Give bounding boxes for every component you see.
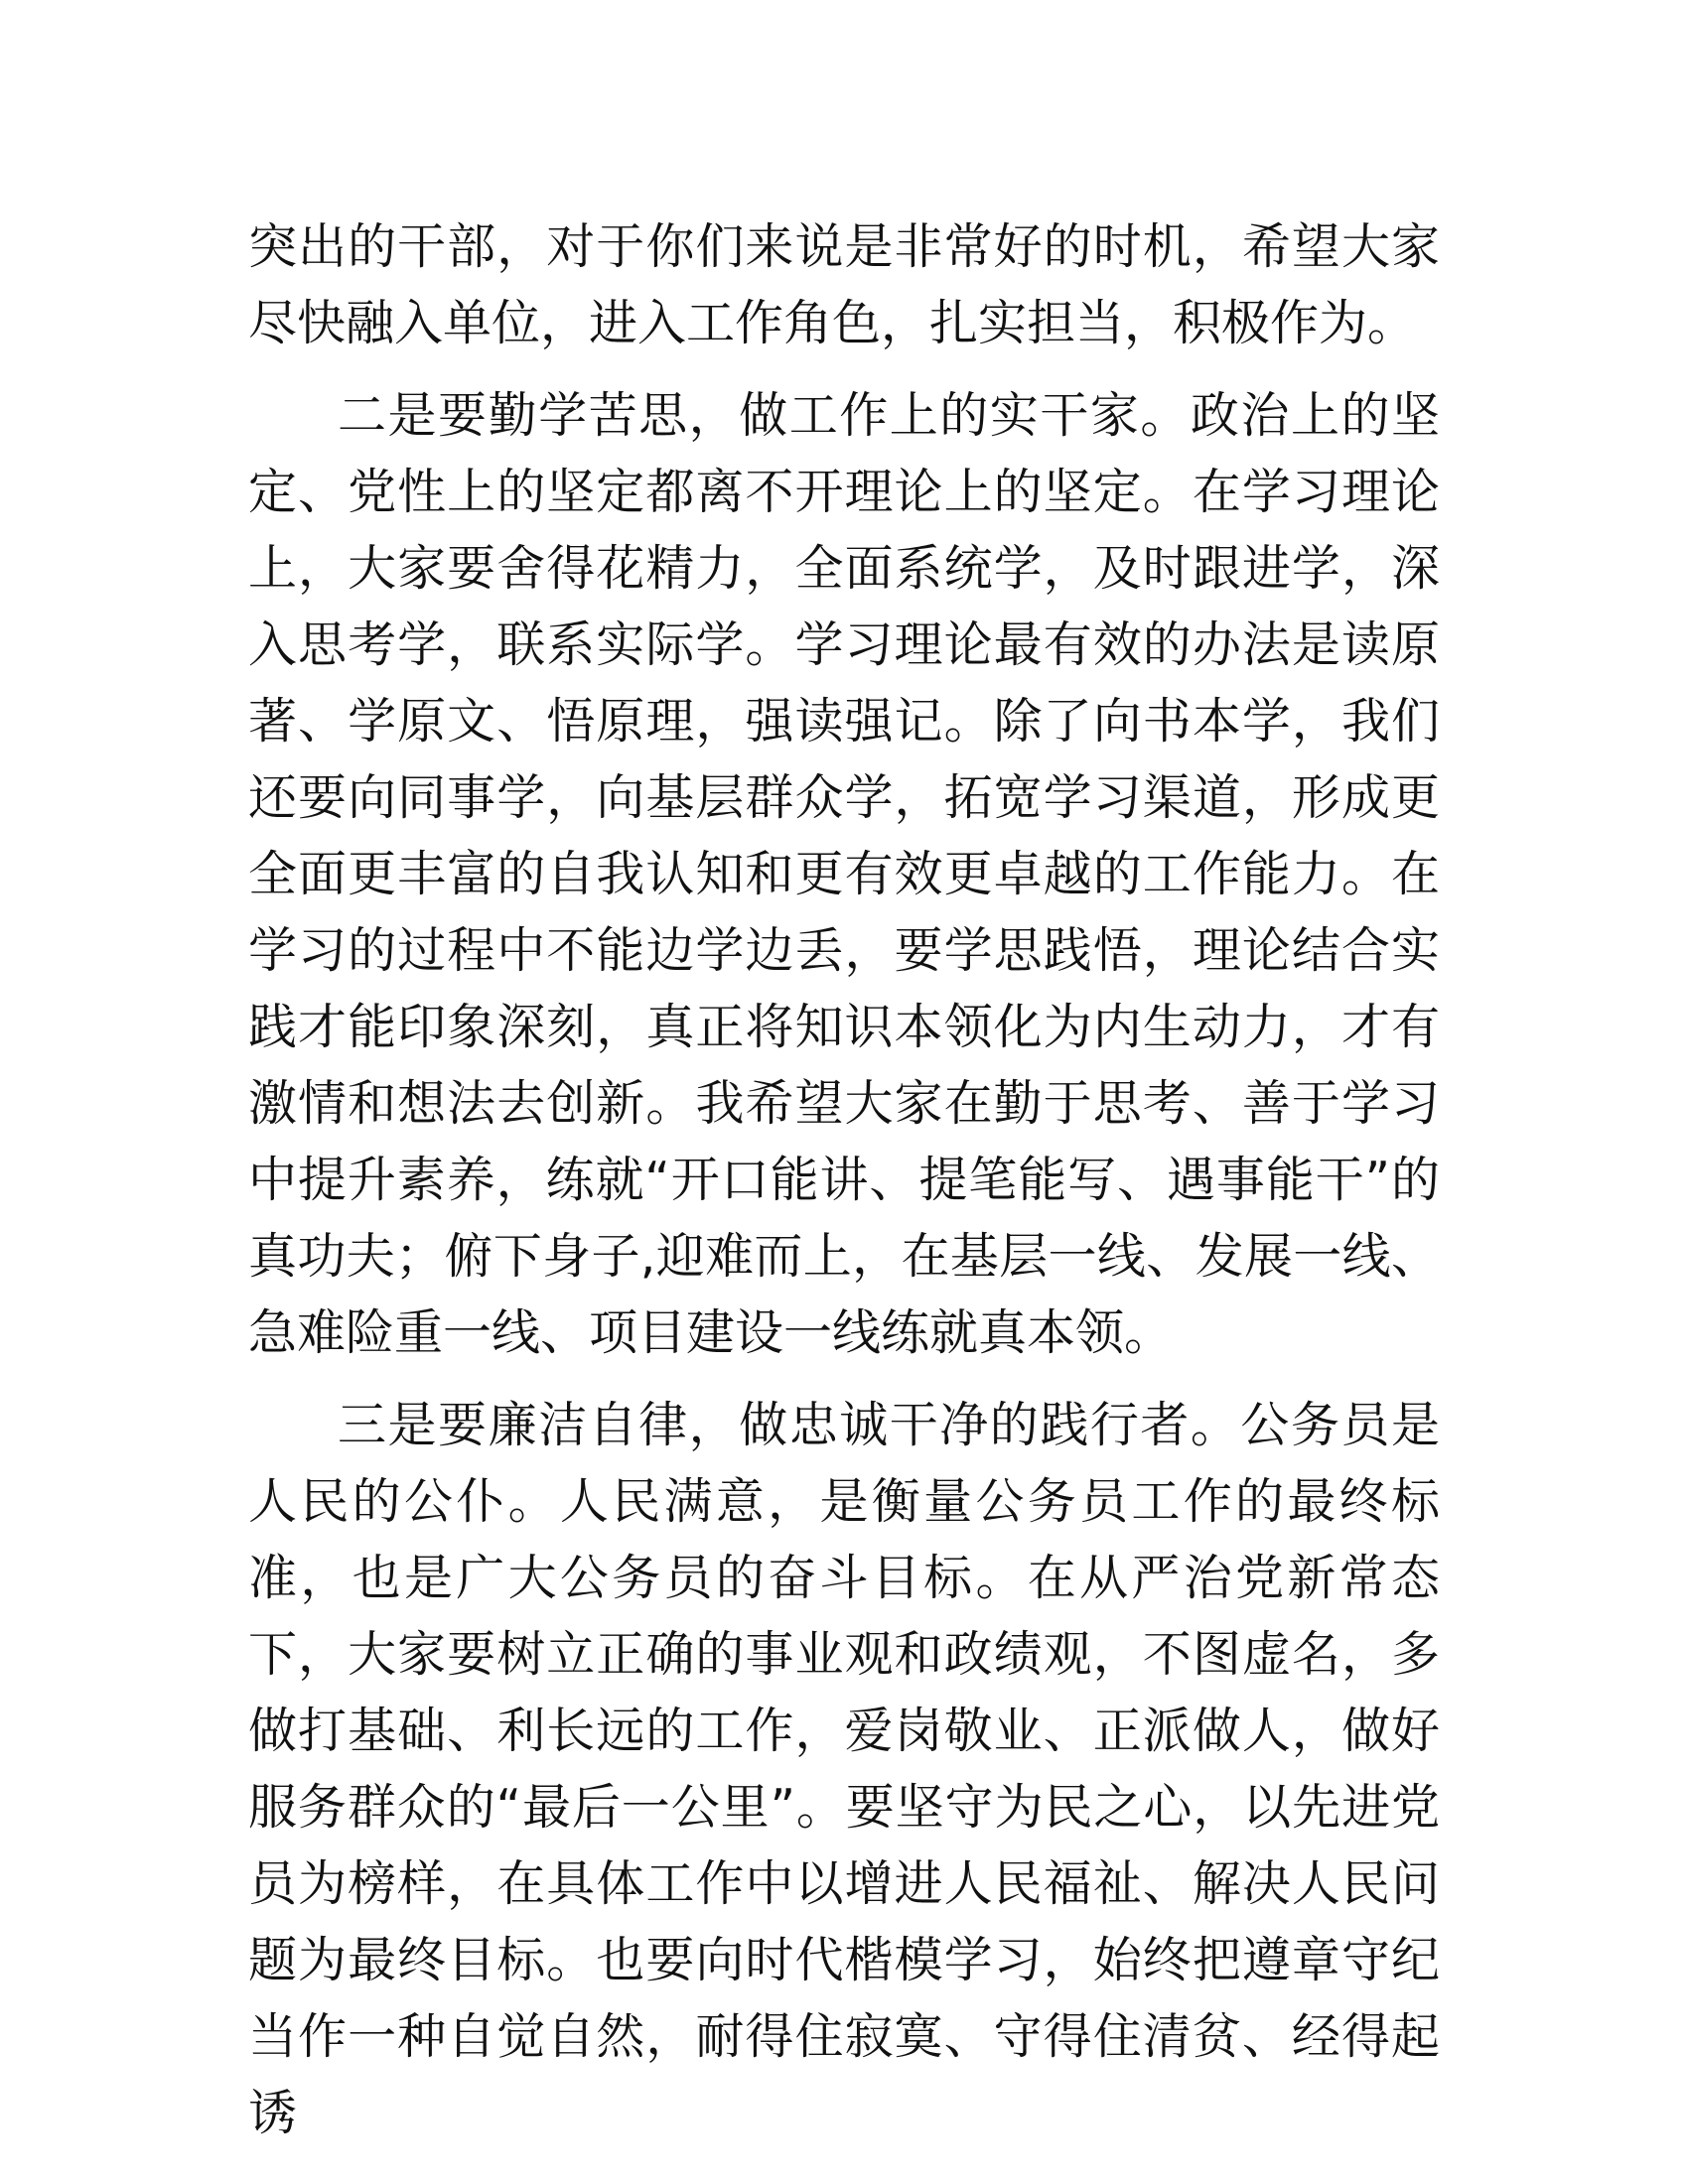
document-body [248,208,1440,2167]
paragraph-integrity: 三是要廉洁自律，做忠诚干净的践行者。公务员是人民的公仆。人民满意，是衡量公务员工作的最终标准，也是广大公务员的奋斗目标。在从严治党新常态下，大家要树立正确的事业观和政绩观，不图虚名，多做打基础、利长远的工作，爱岗敬业、正派做人，做好服务群众的“最后一公里”。要坚守为民之心，以先进党员为榜样，在具体工作中以增进人民福祉、解决人民问题为最终目标。也要向时代楷模学习，始终把遵章守纪当作一种自觉自然，耐得住寂寞、守得住清贫、经得起诱 [248,1397,1440,2141]
paragraph-study: 二是要勤学苦思，做工作上的实干家。政治上的坚定、党性上的坚定都离不开理论上的坚定。在学习理论上，大家要舍得花精力，全面系统学，及时跟进学，深入思考学，联系实际学。学习理论最有效的办法是读原著、学原文、悟原理，强读强记。除了向书本学，我们还要向同事学，向基层群众学，拓宽学习渠道，形成更全面更丰富的自我认知和更有效更卓越的工作能力。在学习的过程中不能边学边丢，要学思践悟，理论结合实践才能印象深刻，真正将知识本领化为内生动力，才有激情和想法去创新。我希望大家在勤于思考、善于学习中提升素养，练就“开口能讲、提笔能写、遇事能干”的真功夫；俯下身子,迎难而上，在基层一线、发展一线、急难险重一线、项目建设一线练就真本领。 [248,387,1440,1361]
paragraph-continuation: 突出的干部，对于你们来说是非常好的时机，希望大家尽快融入单位，进入工作角色，扎实担当，积极作为。 [248,218,1440,351]
